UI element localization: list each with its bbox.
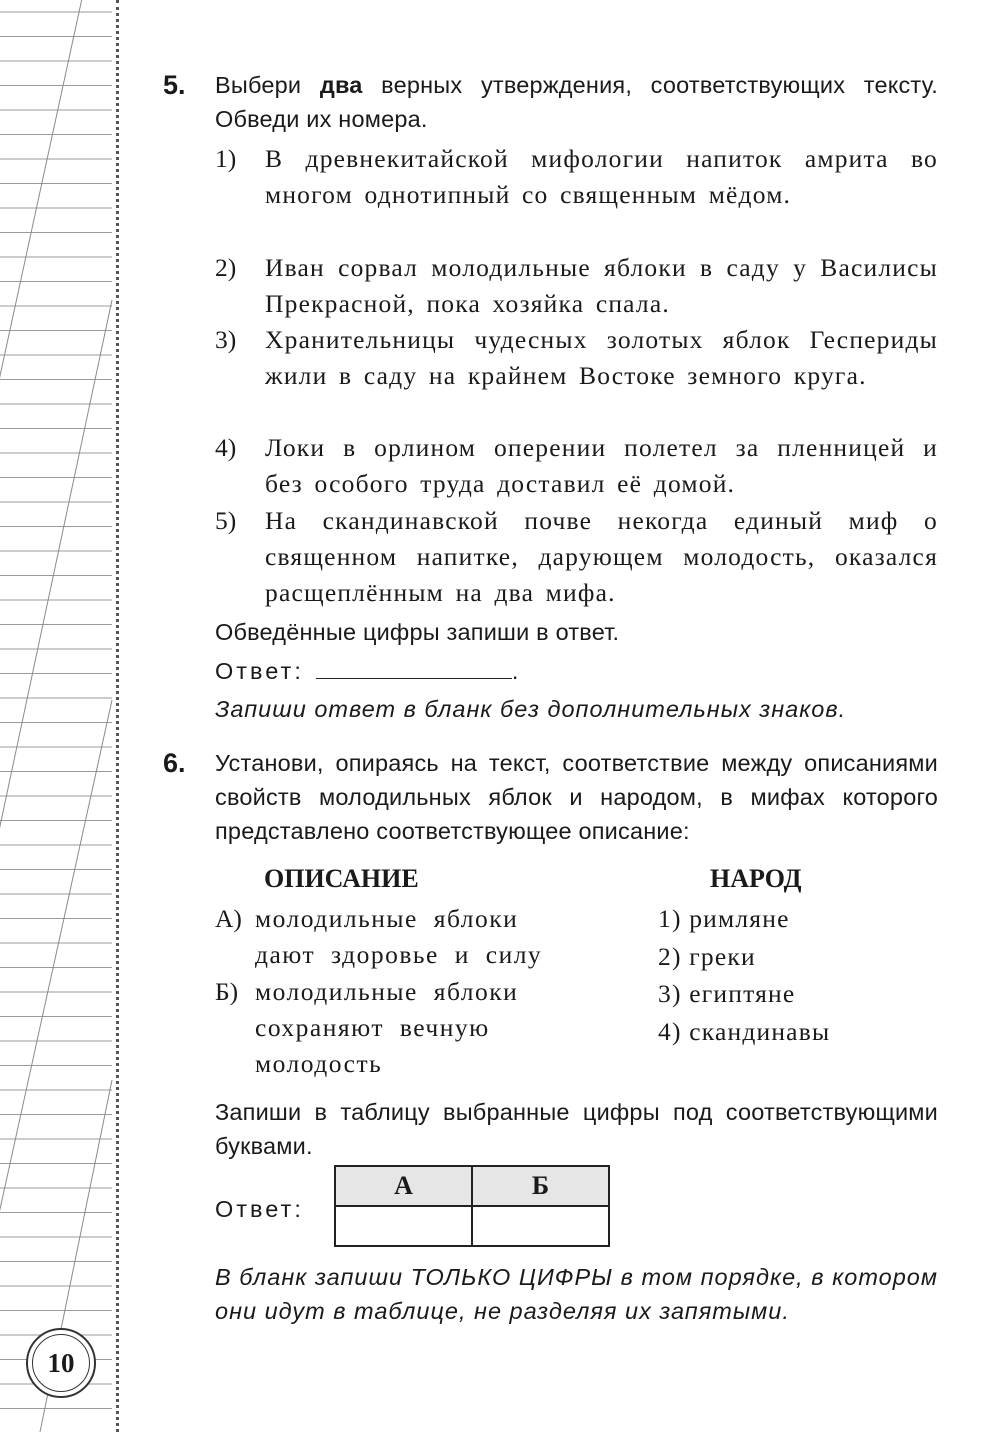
description-line: молодильные яблоки (255, 904, 519, 933)
option-number: 4) (215, 433, 237, 462)
table-cell-b[interactable] (472, 1206, 609, 1246)
margin-strip (0, 0, 118, 1432)
people-name: греки (689, 941, 756, 971)
table-header-b: Б (472, 1166, 609, 1206)
task5-prompt (215, 68, 938, 136)
task5-note: Запиши ответ в бланк без дополнительных знаков. (215, 696, 847, 722)
margin-slant-line (0, 300, 112, 920)
task6-table-instruction: Запиши в таблицу выбранные цифры под соответствующими буквами. (215, 1099, 938, 1159)
people-item (658, 976, 830, 1014)
description-b (215, 974, 615, 1082)
task5-write-instruction: Обведённые цифры запиши в ответ. (215, 619, 620, 645)
description-line: дают здоровье и силу (255, 940, 543, 969)
task5-answer-field[interactable] (316, 654, 512, 679)
description-line: молодильные яблоки (255, 977, 519, 1006)
people-name: египтяне (689, 979, 796, 1008)
margin-slant-line (0, 0, 86, 560)
cut-line (116, 0, 119, 1432)
option-text: В древнекитайской мифологии напиток амрита во многом однотипный со священным мёдом. (265, 144, 938, 209)
task6-answer-table (334, 1165, 610, 1247)
description-header: ОПИСАНИЕ (264, 864, 419, 893)
option-text: Хранительницы чудесных золотых яблок Геспериды жили в саду на крайнем Востоке земного круга. (265, 325, 938, 390)
margin-lines (0, 0, 118, 1432)
task5-prompt-pre: Выбери (215, 72, 320, 98)
people-number: 2) (658, 941, 682, 971)
option-number: 5) (215, 506, 237, 535)
description-line: сохраняют вечную (255, 1013, 490, 1042)
page-number-badge (26, 1328, 96, 1398)
option-text: Локи в орлином оперении полетел за пленницей и без особого труда доставил её домой. (265, 433, 938, 498)
task5-number: 5. (163, 70, 186, 100)
description-letter: Б) (215, 977, 239, 1006)
people-name: скандинавы (689, 1016, 831, 1046)
option-text: Иван сорвал молодильные яблоки в саду у Василисы Прекрасной, пока хозяйка спала. (265, 253, 938, 318)
page-number: 10 (32, 1334, 90, 1392)
task5-answer-row (215, 654, 519, 688)
description-a (215, 901, 615, 973)
table-cell-a[interactable] (335, 1206, 472, 1246)
task5-answer-end: . (511, 658, 519, 684)
task6-answer-label: Ответ: (215, 1196, 304, 1222)
people-number: 1) (658, 904, 682, 933)
table-header-a: А (335, 1166, 472, 1206)
option-number: 1) (215, 144, 237, 173)
margin-slant-line (0, 700, 112, 1300)
people-name: римляне (689, 904, 790, 933)
people-item (658, 901, 830, 939)
option-number: 3) (215, 325, 237, 354)
people-header: НАРОД (710, 864, 802, 893)
description-line: молодость (255, 1049, 383, 1078)
option-text: На скандинавской почве некогда единый миф о священном напитке, дарующем молодость, оказался расщеплённым на два мифа. (265, 506, 938, 607)
people-item (658, 1014, 830, 1052)
task6-prompt: Установи, опираясь на текст, соответствие между описаниями свойств молодильных яблок и народом, в мифах которого представлено соответствующее описание: (215, 750, 938, 844)
description-letter: А) (215, 904, 242, 933)
people-list (658, 901, 830, 1051)
task6-number: 6. (163, 748, 186, 778)
task5-prompt-post: верных утверждения, соответствующих тексту. Обведи их номера. (215, 72, 938, 132)
option-number: 2) (215, 253, 237, 282)
task6-note: В бланк запиши ТОЛЬКО ЦИФРЫ в том порядке, в котором они идут в таблице, не разделяя их запятыми. (215, 1264, 938, 1324)
task5-answer-label: Ответ: (215, 658, 304, 684)
people-item (658, 939, 830, 977)
people-number: 3) (658, 979, 682, 1008)
people-number: 4) (658, 1016, 682, 1046)
task5-prompt-bold: два (319, 72, 363, 98)
